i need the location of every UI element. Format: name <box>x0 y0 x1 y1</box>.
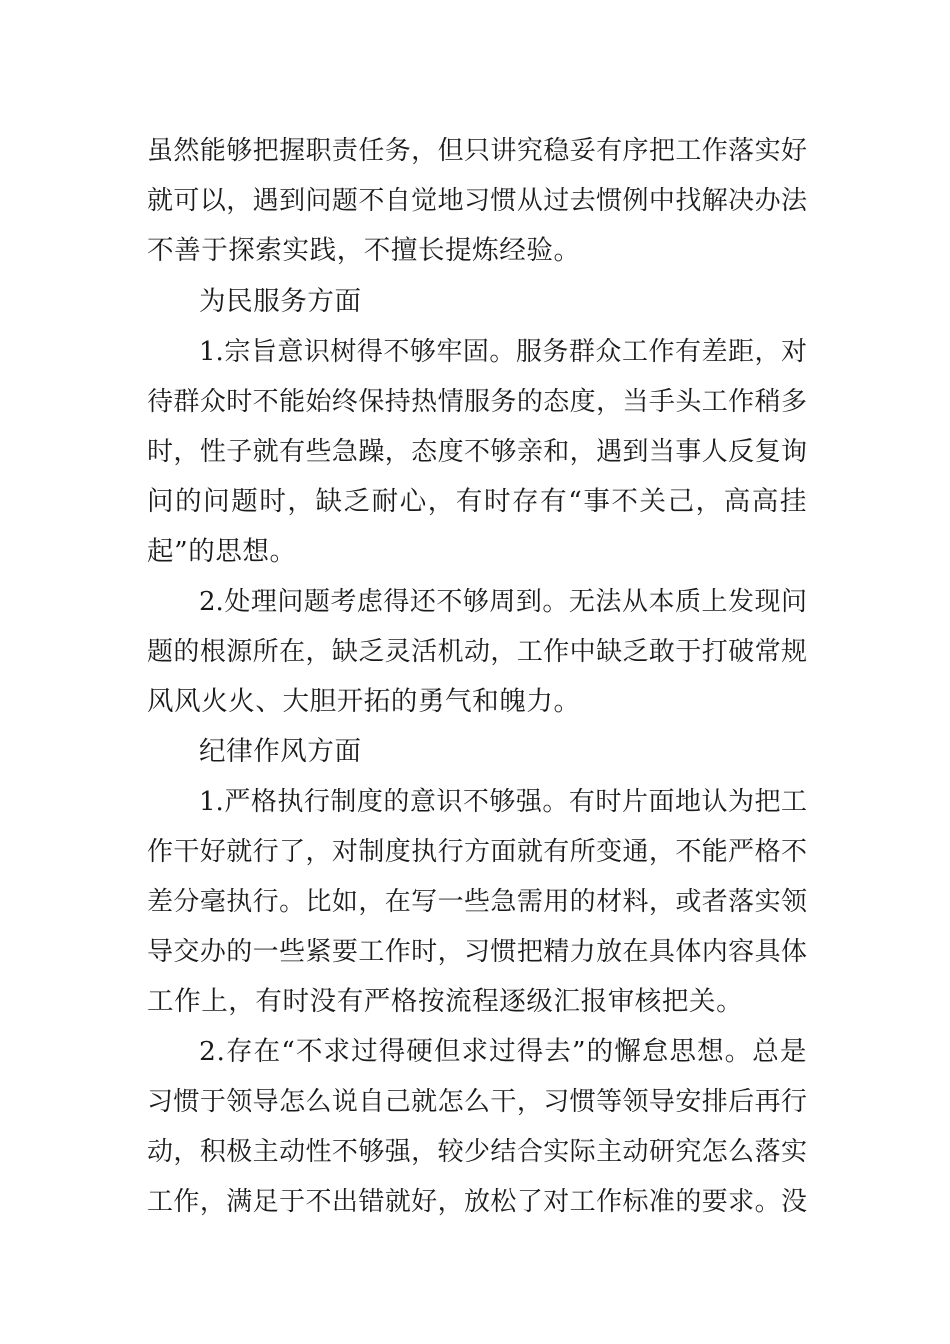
text-line: 时，性子就有些急躁，态度不够亲和，遇到当事人反复询 <box>147 437 807 467</box>
text-line: 习惯于领导怎么说自己就怎么干，习惯等领导安排后再行 <box>147 1087 807 1117</box>
text-line: 2.处理问题考虑得还不够周到。无法从本质上发现问 <box>199 587 807 617</box>
text-line: 问的问题时，缺乏耐心，有时存有“事不关己，高高挂 <box>147 486 807 517</box>
text-line: 工作上，有时没有严格按流程逐级汇报审核把关。 <box>147 986 744 1017</box>
text-line: 1.严格执行制度的意识不够强。有时片面地认为把工 <box>199 787 807 817</box>
text-line: 1.宗旨意识树得不够牢固。服务群众工作有差距，对 <box>199 337 807 367</box>
text-line: 就可以，遇到问题不自觉地习惯从过去惯例中找解决办法 <box>147 186 807 216</box>
text-line: 起”的思想。 <box>147 536 297 567</box>
text-line: 作干好就行了，对制度执行方面就有所变通，不能严格不 <box>147 837 807 867</box>
text-line: 2.存在“不求过得硬但求过得去”的懈怠思想。总是 <box>199 1036 807 1067</box>
text-line: 风风火火、大胆开拓的勇气和魄力。 <box>147 686 581 717</box>
text-line: 不善于探索实践，不擅长提炼经验。 <box>147 235 581 266</box>
section-heading: 为民服务方面 <box>199 286 362 317</box>
section-heading: 纪律作风方面 <box>199 736 362 767</box>
text-line: 虽然能够把握职责任务，但只讲究稳妥有序把工作落实好 <box>147 136 807 166</box>
text-line: 题的根源所在，缺乏灵活机动，工作中缺乏敢于打破常规 <box>147 637 807 667</box>
text-line: 待群众时不能始终保持热情服务的态度，当手头工作稍多 <box>147 387 807 417</box>
text-line: 差分毫执行。比如，在写一些急需用的材料，或者落实领 <box>147 887 807 917</box>
text-line: 导交办的一些紧要工作时，习惯把精力放在具体内容具体 <box>147 937 807 967</box>
text-line: 工作，满足于不出错就好，放松了对工作标准的要求。没 <box>147 1187 807 1217</box>
text-line: 动，积极主动性不够强，较少结合实际主动研究怎么落实 <box>147 1137 807 1167</box>
